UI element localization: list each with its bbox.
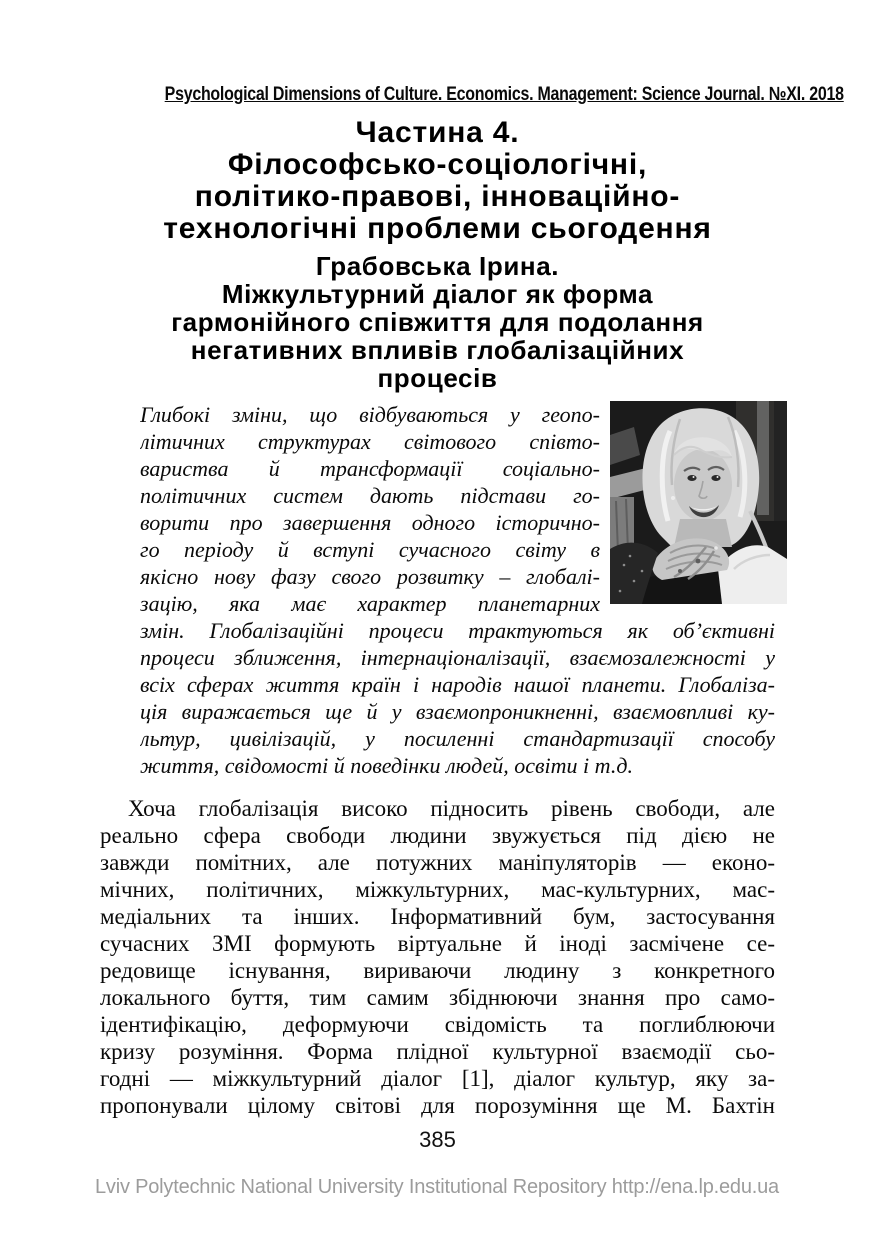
section-title <box>100 117 775 245</box>
text-line: Філософсько-соціологічні, <box>227 148 648 181</box>
article-heading <box>100 252 775 392</box>
text-line: життя, свідомості й поведінки людей, освіти і т.д. <box>140 753 633 778</box>
text-line: зацію, яка має характер планетарних <box>140 591 600 616</box>
text-line: реально сфера свободи людини звужується під дією не <box>100 823 775 848</box>
article-title <box>100 280 775 392</box>
text-line: пропонували цілому світові для порозуміння ще М. Бахтін <box>100 1093 775 1118</box>
text-line: гармонійного співжиття для подолання <box>171 307 704 337</box>
text-line: Частина 4. <box>355 116 520 149</box>
text-line: якісно нову фазу свого розвитку – глобалі- <box>140 564 600 589</box>
repository-footer-text: Lviv Polytechnic National University Institutional Repository http://ena.lp.edu.ua <box>95 1176 779 1198</box>
lead-paragraph <box>140 401 775 779</box>
text-line: Міжкультурний діалог як форма <box>221 279 654 309</box>
text-line: мічних, політичних, міжкультурних, мас-культурних, мас- <box>100 877 775 902</box>
text-line: ція виражається ще й у взаємопроникненні, взаємовпливі ку- <box>140 699 775 724</box>
text-line: процесів <box>377 363 498 393</box>
text-line: літичних структурах світового співто- <box>140 429 600 454</box>
text-line: політичних систем дають підстави го- <box>140 483 600 508</box>
text-line: сучасних ЗМІ формують віртуальне й іноді засмічене се- <box>100 931 775 956</box>
text-line: ідентифікацію, деформуючи свідомість та поглиблюючи <box>100 1012 775 1037</box>
text-line: процеси зближення, інтернаціоналізації, взаємозалежності у <box>140 645 775 670</box>
text-line: го періоду й вступі сучасного світу в <box>140 537 600 562</box>
author-portrait-photo <box>610 401 787 604</box>
journal-running-header <box>100 84 844 106</box>
article-author: Грабовська Ірина. <box>315 251 560 281</box>
text-line: негативних впливів глобалізаційних <box>190 335 685 365</box>
text-line: політико-правові, інноваційно- <box>194 180 681 213</box>
text-line: Глибокі зміни, що відбуваються у геопо- <box>140 402 600 427</box>
journal-header-text: Psychological Dimensions of Culture. Economics. Management: Science Journal. №XI. 2018 <box>164 84 844 105</box>
text-line: локального буття, тим самим збіднюючи знання про само- <box>100 985 775 1010</box>
text-line: всіх сферах життя країн і народів нашої планети. Глобаліза- <box>140 672 775 697</box>
text-line: льтур, цивілізацій, у посиленні стандартизації способу <box>140 726 775 751</box>
text-line: змін. Глобалізаційні процеси трактуються як об’єктивні <box>140 618 775 643</box>
text-line: годні — міжкультурний діалог [1], діалог культур, яку за- <box>100 1066 775 1091</box>
text-line: ворити про завершення одного історично- <box>140 510 600 535</box>
text-line: кризу розуміння. Форма плідної культурної взаємодії сьо- <box>100 1039 775 1064</box>
text-line: медіальних та інших. Інформативний бум, застосування <box>100 904 775 929</box>
text-line: редовище існування, вириваючи людину з конкретного <box>100 958 775 983</box>
text-line: вариства й трансформації соціально- <box>140 456 600 481</box>
text-line: завжди помітних, але потужних маніпуляторів — еконо- <box>100 850 775 875</box>
text-line: технологічні проблеми сьогодення <box>163 212 712 245</box>
body-paragraph <box>100 795 775 1119</box>
page-number: 385 <box>419 1127 456 1152</box>
text-line: Хоча глобалізація високо підносить рівень свободи, але <box>128 796 775 821</box>
